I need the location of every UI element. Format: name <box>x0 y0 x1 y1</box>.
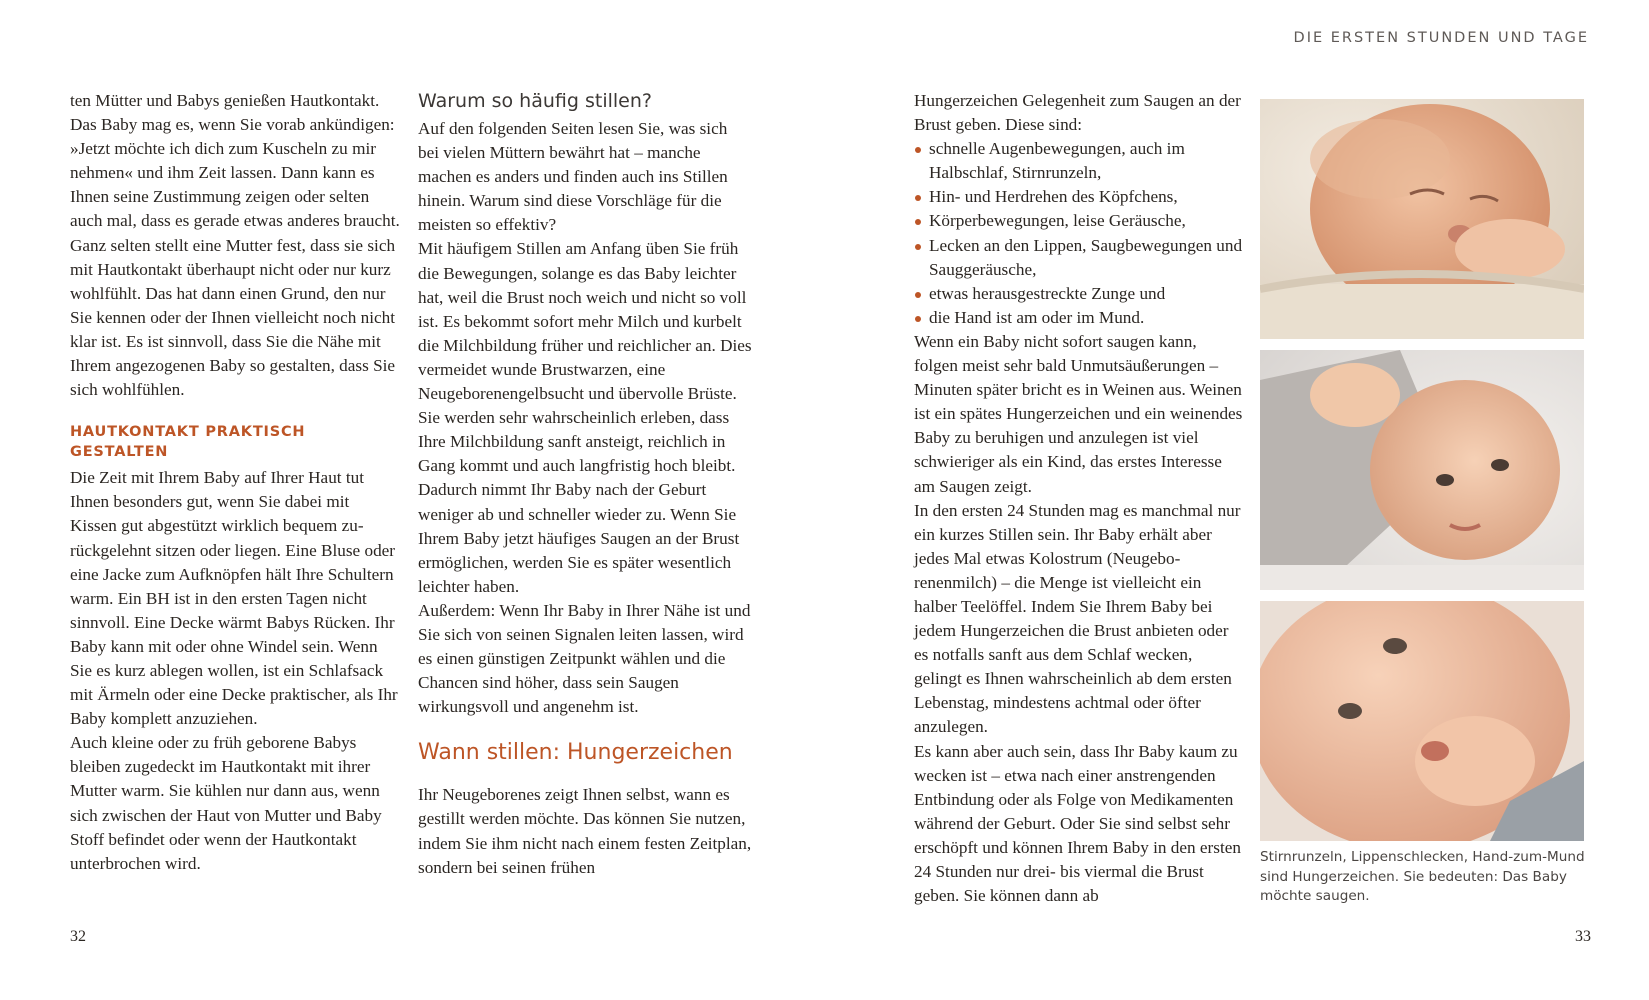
list-item: etwas herausgestreckte Zunge und <box>914 282 1244 306</box>
photo-baby-hand-in-mouth <box>1260 601 1584 841</box>
running-head: DIE ERSTEN STUNDEN UND TAGE <box>1293 30 1589 46</box>
page-number-right: 33 <box>1575 928 1591 945</box>
list-item: Hin- und Herdrehen des Köpfchens, <box>914 185 1244 209</box>
paragraph: Hungerzeichen Gelegenheit zum Saugen an der Brust geben. Diese sind: <box>914 91 1241 135</box>
page-number-left: 32 <box>70 928 86 945</box>
left-column <box>70 89 400 876</box>
right-page <box>824 0 1649 1000</box>
paragraph: Ganz selten stellt eine Mutter fest, dass sie sich mit Hautkontakt überhaupt nicht oder nur kurz wohlfühlt. Das hat dann einen Grund, den nur Sie kennen oder der Ihnen vielleicht noch nicht klar ist. Es ist sinnvoll, dass Sie die Nähe mit Ihrem angezogenen Baby so gestalten, dass Sie sich wohlfühlen. <box>70 235 396 400</box>
paragraph: Die Zeit mit Ihrem Baby auf Ihrer Haut tut Ihnen besonders gut, wenn Sie dabei mit Kissen gut abgestützt wirklich bequem zurückgelehnt sitzen oder liegen. Eine Bluse oder eine Jacke zum Aufknöpfen hält Ihre Schultern warm. Ein BH ist in den ersten Tagen nicht sinnvoll. Eine Decke wärmt Babys Rücken. Ihr Baby kann mit oder ohne Windel sein. Wenn Sie es kurz ablegen wollen, ist ein Schlafsack mit Ärmeln oder eine Decke praktischer, als Ihr Baby komplett anzuziehen. <box>70 468 398 729</box>
paragraph: Ihr Neugeborenes zeigt Ihnen selbst, wann es gestillt werden möchte. Das können Sie nutzen, indem Sie ihm nicht nach einem festen Zeitplan, sondern bei seinen frühen <box>418 785 752 877</box>
photo-baby-frowning <box>1260 99 1584 339</box>
paragraph: Auch kleine oder zu früh geborene Babys bleiben zugedeckt im Hautkontakt mit ihrer Mutter warm. Sie kühlen nur dann aus, wenn sich zwischen der Haut von Mutter und Baby Stoff befindet oder wenn der Hautkontakt unterbrochen wird. <box>70 733 382 873</box>
paragraph: Es kann aber auch sein, dass Ihr Baby kaum zu wecken ist – etwa nach einer anstrengenden Entbindung oder als Folge von Medikamenten während der Geburt. Oder Sie sind selbst sehr erschöpft und können Ihrem Baby in den ersten 24 Stunden nur drei- bis viermal die Brust geben. Sie können dann ab <box>914 741 1241 906</box>
paragraph: Mit häufigem Stillen am Anfang üben Sie früh die Bewegungen, solange es das Baby leichter hat, weil die Brust noch weich und nicht so voll ist. Es bekommt sofort mehr Milch und kurbelt die Milchbildung früher und reichlicher an. Dies vermeidet wunde Brustwarzen, eine Neugeborenengelbsucht und übervolle Brüste. Sie werden sehr wahrscheinlich erleben, dass Ihre Milchbildung sanft ansteigt, reichlich in Gang kommt und auch langfristig hoch bleibt. Dadurch nimmt Ihr Baby nach der Geburt weniger ab und schneller wieder zu. Wenn Sie Ihrem Baby jetzt häufiges Saugen an der Brust ermöglichen, werden Sie es später wesentlich leichter haben. <box>418 239 752 596</box>
paragraph: In den ersten 24 Stunden mag es manchmal nur ein kurzes Stillen sein. Ihr Baby erhält aber jedes Mal etwas Kolostrum (Neugeborenenmilch) – die Menge ist vielleicht ein halber Teelöffel. Indem Sie Ihrem Baby bei jedem Hungerzeichen die Brust anbieten oder es notfalls sanft aus dem Schlaf wecken, gelingt es Ihnen wahrscheinlich ab dem ersten Lebenstag, mindestens achtmal oder öfter anzulegen. <box>914 500 1241 737</box>
photo-baby-lying <box>1260 350 1584 590</box>
paragraph: Außerdem: Wenn Ihr Baby in Ihrer Nähe ist und Sie sich von seinen Signalen leiten lassen, wird es einen günstigen Zeitpunkt wählen und die Chancen sind höher, dass sein Saugen wirkungsvoll und angenehm ist. <box>418 600 751 717</box>
paragraph: Auf den folgenden Seiten lesen Sie, was sich bei vielen Müttern bewährt hat – manche machen es anders und finden auch ins Stillen hinein. Warum sind diese Vorschläge für die meisten so effektiv? <box>418 119 728 235</box>
paragraph: ten Mütter und Babys genießen Hautkontakt. Das Baby mag es, wenn Sie vorab ankündigen: »Jetzt möchte ich dich zum Kuscheln zu mir nehmen« und ihm Zeit lassen. Dann kann es Ihnen seine Zustimmung zeigen oder selten auch mal, dass es gerade etwas anderes braucht. <box>70 91 400 231</box>
middle-column <box>418 89 752 880</box>
photo-caption: Stirnrunzeln, Lippenschlecken, Hand-zum-Mund sind Hungerzeichen. Sie bedeuten: Das Baby möchte saugen. <box>1260 849 1585 904</box>
left-page <box>0 0 824 1000</box>
right-column <box>914 89 1244 908</box>
list-item: schnelle Augenbewegungen, auch im Halbschlaf, Stirnrunzeln, <box>914 137 1244 185</box>
subheading-warum-stillen: Warum so häufig stillen? <box>418 90 652 112</box>
list-item: Körperbewegungen, leise Geräusche, <box>914 209 1244 233</box>
paragraph: Wenn ein Baby nicht sofort saugen kann, folgen meist sehr bald Unmutsäußerungen – Minuten später bricht es in Weinen aus. Weinen ist ein spätes Hungerzeichen und ein weinendes Baby zu beruhigen und anzulegen ist viel schwieriger als ein Kind, das erstes Interesse am Saugen zeigt. <box>914 331 1243 496</box>
main-heading-hungerzeichen: Wann stillen: Hungerzeichen <box>418 740 733 766</box>
section-heading-hautkontakt: HAUTKONTAKT PRAKTISCH GESTALTEN <box>70 424 306 461</box>
list-item: die Hand ist am oder im Mund. <box>914 306 1244 330</box>
hunger-signs-list <box>914 137 1244 330</box>
list-item: Lecken an den Lippen, Saugbewegungen und Sauggeräusche, <box>914 234 1244 282</box>
